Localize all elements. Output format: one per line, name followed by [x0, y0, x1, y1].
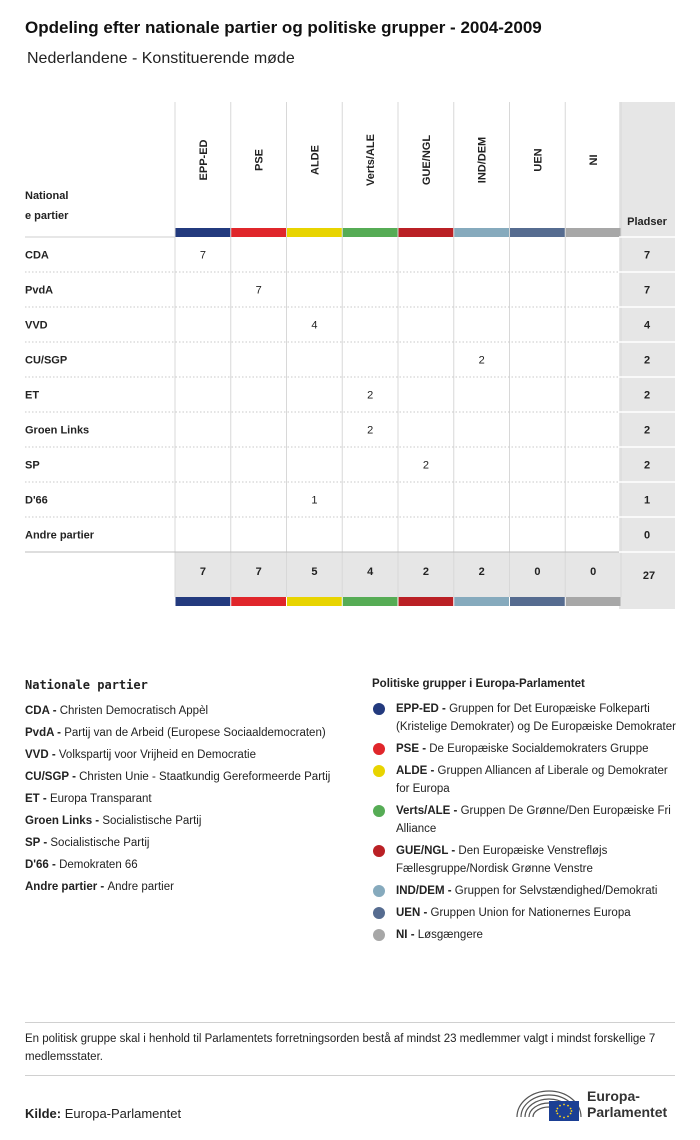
- group-color-stripe: [287, 597, 342, 606]
- group-total-cell: 0: [590, 566, 597, 578]
- party-abbr: VVD: [25, 749, 49, 761]
- national-legend-item: D'66 - Demokraten 66: [25, 859, 138, 871]
- color-dot-icon: [373, 765, 385, 777]
- party-name: Europa Transparant: [49, 793, 152, 805]
- group-name: De Europæiske Socialdemokraters Gruppe: [429, 743, 649, 755]
- group-total-cell: 2: [422, 566, 429, 578]
- national-legend-item: VVD - Volkspartij voor Vrijheid en Democratie: [25, 749, 256, 761]
- group-header-label: UEN: [532, 148, 545, 172]
- party-name: Socialistische Partij: [50, 837, 150, 849]
- party-total-seats: 1: [643, 494, 651, 507]
- national-legend-item: Groen Links - Socialistische Partij: [25, 815, 202, 827]
- seat-count-cell: 2: [367, 389, 374, 402]
- group-legend-item: EPP-ED - Gruppen for Det Europæiske Folkeparti (Kristelige Demokrater) og De Europæiske Demokrater: [372, 700, 677, 736]
- national-legend-item: CU/SGP - Christen Unie - Staatkundig Gereformeerde Partij: [25, 771, 331, 783]
- source-value: Europa-Parlamentet: [64, 1106, 182, 1121]
- group-color-stripe: [510, 597, 565, 606]
- group-color-stripe: [454, 228, 509, 237]
- party-abbr: Andre partier: [25, 881, 98, 893]
- group-name: Den Europæiske Venstrefløjs Fællesgruppe/Nordisk Grønne Venstre: [396, 845, 608, 875]
- group-legend-heading: Politiske grupper i Europa-Parlamentet: [372, 678, 585, 690]
- group-header-label: EPP-ED: [197, 139, 210, 181]
- group-color-stripe: [343, 228, 398, 237]
- party-row-label: Groen Links: [25, 424, 90, 437]
- seat-count-cell: 1: [311, 494, 318, 507]
- group-header-label: NI: [588, 154, 601, 166]
- group-header-label: ALDE: [309, 145, 322, 175]
- national-legend-heading: Nationale partier: [25, 678, 148, 692]
- party-name: Partij van de Arbeid (Europese Sociaaldemocraten): [64, 727, 326, 739]
- footnote: En politisk gruppe skal i henhold til Parlamentets forretningsorden bestå af mindst 23 medlemmer valgt i mindst forskellige 7 medlemsstater.: [25, 1033, 656, 1063]
- group-total-cell: 0: [534, 566, 541, 578]
- party-row-label: CDA: [25, 249, 49, 262]
- group-header-label: Verts/ALE: [365, 134, 378, 186]
- group-color-stripe: [566, 597, 621, 606]
- group-legend-item: UEN - Gruppen Union for Nationernes Europa: [372, 904, 677, 922]
- group-name: Gruppen Union for Nationernes Europa: [430, 907, 631, 919]
- group-name: Løsgængere: [417, 929, 483, 941]
- divider: [25, 1075, 675, 1076]
- group-total-cell: 7: [255, 566, 262, 578]
- page-subtitle: Nederlandene - Konstituerende møde: [27, 50, 295, 67]
- group-color-stripe: [176, 597, 231, 606]
- party-row-label: Andre partier: [25, 529, 95, 542]
- color-dot-icon: [373, 845, 385, 857]
- party-row-label: PvdA: [25, 284, 54, 297]
- party-total-seats: 0: [643, 529, 651, 542]
- group-color-stripe: [287, 228, 342, 237]
- group-abbr: UEN: [396, 907, 421, 919]
- party-abbr: D'66: [25, 859, 49, 871]
- party-row-label: SP: [25, 459, 40, 472]
- divider: [25, 1022, 675, 1023]
- group-color-stripe: [399, 597, 454, 606]
- group-color-stripe: [510, 228, 565, 237]
- totals-row-bg: [175, 552, 619, 597]
- national-legend-item: PvdA - Partij van de Arbeid (Europese Sociaaldemocraten): [25, 727, 326, 739]
- group-legend-item: ALDE - Gruppen Alliancen af Liberale og Demokrater for Europa: [372, 762, 677, 798]
- seats-header-label: Pladser: [627, 216, 667, 228]
- party-name: Socialistische Partij: [102, 815, 202, 827]
- group-legend-item: Verts/ALE - Gruppen De Grønne/Den Europæiske Fri Alliance: [372, 802, 677, 838]
- party-row-label: D'66: [25, 494, 48, 507]
- national-legend-item: ET - Europa Transparant: [25, 793, 152, 805]
- national-legend-item: CDA - Christen Democratisch Appèl: [25, 705, 209, 717]
- party-row-label: ET: [25, 389, 40, 402]
- national-legend-item: Andre partier - Andre partier: [25, 881, 174, 893]
- color-dot-icon: [373, 805, 385, 817]
- seat-count-cell: 4: [311, 319, 318, 332]
- group-abbr: ALDE: [396, 765, 428, 777]
- party-abbr: CDA: [25, 705, 50, 717]
- color-dot-icon: [373, 743, 385, 755]
- seat-count-cell: 2: [422, 459, 429, 472]
- group-total-cell: 2: [478, 566, 485, 578]
- page-title: Opdeling efter nationale partier og politiske grupper - 2004-2009: [25, 18, 542, 37]
- seat-count-cell: 7: [199, 249, 206, 262]
- political-groups-legend: [372, 678, 677, 948]
- party-total-seats: 4: [643, 319, 651, 332]
- grand-total-seats: 27: [642, 570, 656, 582]
- group-abbr: NI: [396, 929, 408, 941]
- party-total-seats: 7: [643, 284, 651, 297]
- party-abbr: PvdA: [25, 727, 54, 739]
- group-legend-item: GUE/NGL - Den Europæiske Venstrefløjs Fællesgruppe/Nordisk Grønne Venstre: [372, 842, 677, 878]
- party-total-seats: 2: [643, 354, 651, 367]
- group-header-label: PSE: [253, 148, 266, 172]
- group-legend-item: NI - Løsgængere: [372, 926, 677, 944]
- seat-count-cell: 2: [367, 424, 374, 437]
- group-abbr: IND/DEM: [396, 885, 445, 897]
- party-row-label: VVD: [25, 319, 48, 332]
- row-header-label: e partier: [25, 210, 69, 222]
- national-legend-item: SP - Socialistische Partij: [25, 837, 150, 849]
- color-dot-icon: [373, 703, 385, 715]
- group-abbr: EPP-ED: [396, 703, 439, 715]
- group-abbr: GUE/NGL: [396, 845, 449, 857]
- group-legend-item: IND/DEM - Gruppen for Selvstændighed/Demokrati: [372, 882, 677, 900]
- group-color-stripe: [231, 597, 286, 606]
- source-label: Kilde:: [25, 1106, 62, 1121]
- party-name: Christen Unie - Staatkundig Gereformeerde Partij: [79, 771, 331, 783]
- party-name: Demokraten 66: [59, 859, 138, 871]
- group-total-cell: 4: [367, 566, 374, 578]
- group-color-stripe: [343, 597, 398, 606]
- source-line: [25, 1106, 181, 1121]
- group-name: Gruppen for Det Europæiske Folkeparti (Kristelige Demokrater) og De Europæiske Demokrater: [396, 703, 676, 733]
- party-abbr: CU/SGP: [25, 771, 69, 783]
- group-color-stripe: [176, 228, 231, 237]
- group-color-stripe: [566, 228, 621, 237]
- color-dot-icon: [373, 929, 385, 941]
- group-total-cell: 5: [311, 566, 318, 578]
- color-dot-icon: [373, 907, 385, 919]
- seat-count-cell: 2: [478, 354, 485, 367]
- european-parliament-logo: [515, 1085, 680, 1125]
- party-name: Andre partier: [107, 881, 174, 893]
- group-name: Gruppen for Selvstændighed/Demokrati: [454, 885, 658, 897]
- group-legend-item: PSE - De Europæiske Socialdemokraters Gruppe: [372, 740, 677, 758]
- party-name: Christen Democratisch Appèl: [59, 705, 209, 717]
- party-total-seats: 2: [643, 459, 651, 472]
- group-color-stripe: [454, 597, 509, 606]
- party-abbr: ET: [25, 793, 40, 805]
- logo-text: Europa- Parlamentet: [587, 1088, 668, 1120]
- group-abbr: PSE: [396, 743, 420, 755]
- party-name: Volkspartij voor Vrijheid en Democratie: [58, 749, 256, 761]
- group-header-label: GUE/NGL: [420, 134, 433, 186]
- party-abbr: Groen Links: [25, 815, 93, 827]
- party-abbr: SP: [25, 837, 41, 849]
- group-color-stripe: [231, 228, 286, 237]
- group-name: Gruppen De Grønne/Den Europæiske Fri Alliance: [396, 805, 671, 835]
- hemicycle-icon: [515, 1085, 583, 1125]
- color-dot-icon: [373, 885, 385, 897]
- party-row-label: CU/SGP: [25, 354, 68, 367]
- party-total-seats: 2: [643, 424, 651, 437]
- group-total-cell: 7: [199, 566, 206, 578]
- national-parties-legend: [25, 678, 355, 900]
- seat-count-cell: 7: [255, 284, 262, 297]
- group-abbr: Verts/ALE: [396, 805, 451, 817]
- row-header-label: National: [25, 190, 69, 202]
- group-color-stripe: [399, 228, 454, 237]
- group-header-label: IND/DEM: [476, 136, 489, 184]
- party-total-seats: 2: [643, 389, 651, 402]
- party-total-seats: 7: [643, 249, 651, 262]
- group-name: Gruppen Alliancen af Liberale og Demokrater for Europa: [396, 765, 668, 795]
